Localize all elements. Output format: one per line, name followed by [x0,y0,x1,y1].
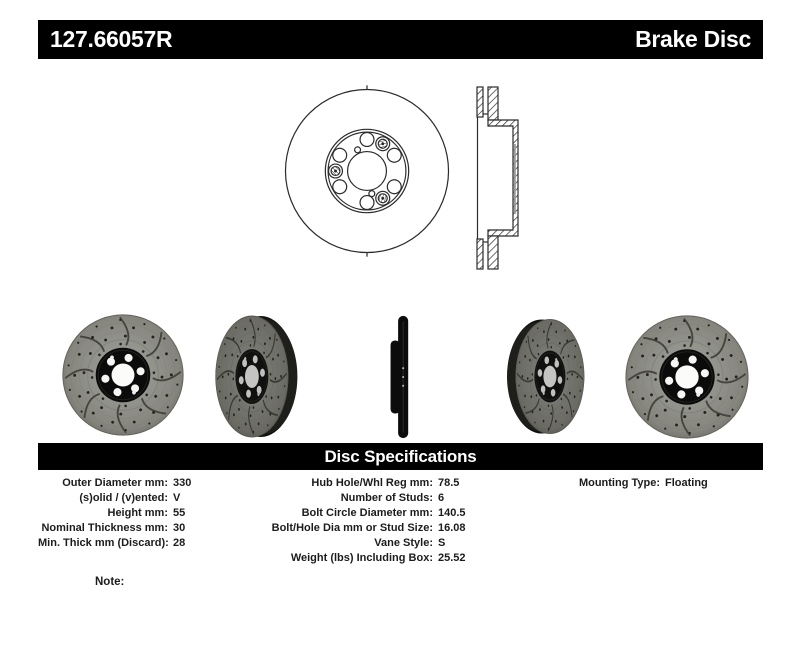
spec-label: Bolt/Hole Dia mm or Stud Size: [271,522,433,534]
spec-label: Mounting Type: [578,477,660,489]
spec-column-left [38,476,191,551]
spec-label: Weight (lbs) Including Box: [290,552,433,564]
spec-section-title: Disc Specifications [324,446,477,466]
spec-label: Nominal Thickness mm: [41,522,168,534]
spec-label: Hub Hole/Whl Reg mm: [311,477,433,489]
brake-disc-section-line-drawing [473,84,527,272]
note-label: Note: [95,576,125,588]
spec-row [240,506,466,521]
note-line [95,576,130,588]
spec-label: Vane Style: [374,537,433,549]
spec-value: 16.08 [438,522,466,534]
product-type: Brake Disc [635,26,751,52]
spec-label: Number of Studs: [340,492,433,504]
spec-label: Outer Diameter mm: [62,477,168,489]
spec-value: 55 [173,507,186,519]
spec-label: Height mm: [107,507,168,519]
spec-row [38,476,191,491]
rotor-photo-angled-left [202,314,308,439]
spec-row [38,536,191,551]
spec-row [240,536,466,551]
spec-section-bar [38,443,763,470]
spec-label: Bolt Circle Diameter mm: [301,507,433,519]
spec-row [520,476,708,491]
spec-row [38,506,191,521]
spec-value: S [438,537,446,549]
spec-value: 30 [173,522,186,534]
spec-value: 78.5 [438,477,460,489]
header-bar [38,20,763,59]
rotor-photo-front-right [624,314,750,440]
spec-row [240,551,466,566]
spec-value: 140.5 [438,507,466,519]
spec-value: Floating [665,477,708,489]
spec-value: V [173,492,181,504]
spec-row [38,491,191,506]
rotor-photo-edge [380,314,420,440]
spec-row [240,476,466,491]
rotor-photo-angled-right [497,314,597,439]
spec-label: Min. Thick mm (Discard): [38,537,169,549]
rotor-photo-front-left [61,313,185,437]
spec-value: 330 [173,477,192,489]
spec-row [38,521,191,536]
spec-row [240,521,466,536]
spec-value: 25.52 [438,552,466,564]
spec-label: (s)olid / (v)ented: [79,492,168,504]
brake-disc-front-line-drawing [279,83,455,259]
part-number: 127.66057R [50,26,173,52]
spec-value: 6 [438,492,445,504]
spec-column-right [520,476,708,491]
spec-value: 28 [173,537,186,549]
spec-row [240,491,466,506]
spec-column-middle [240,476,466,566]
